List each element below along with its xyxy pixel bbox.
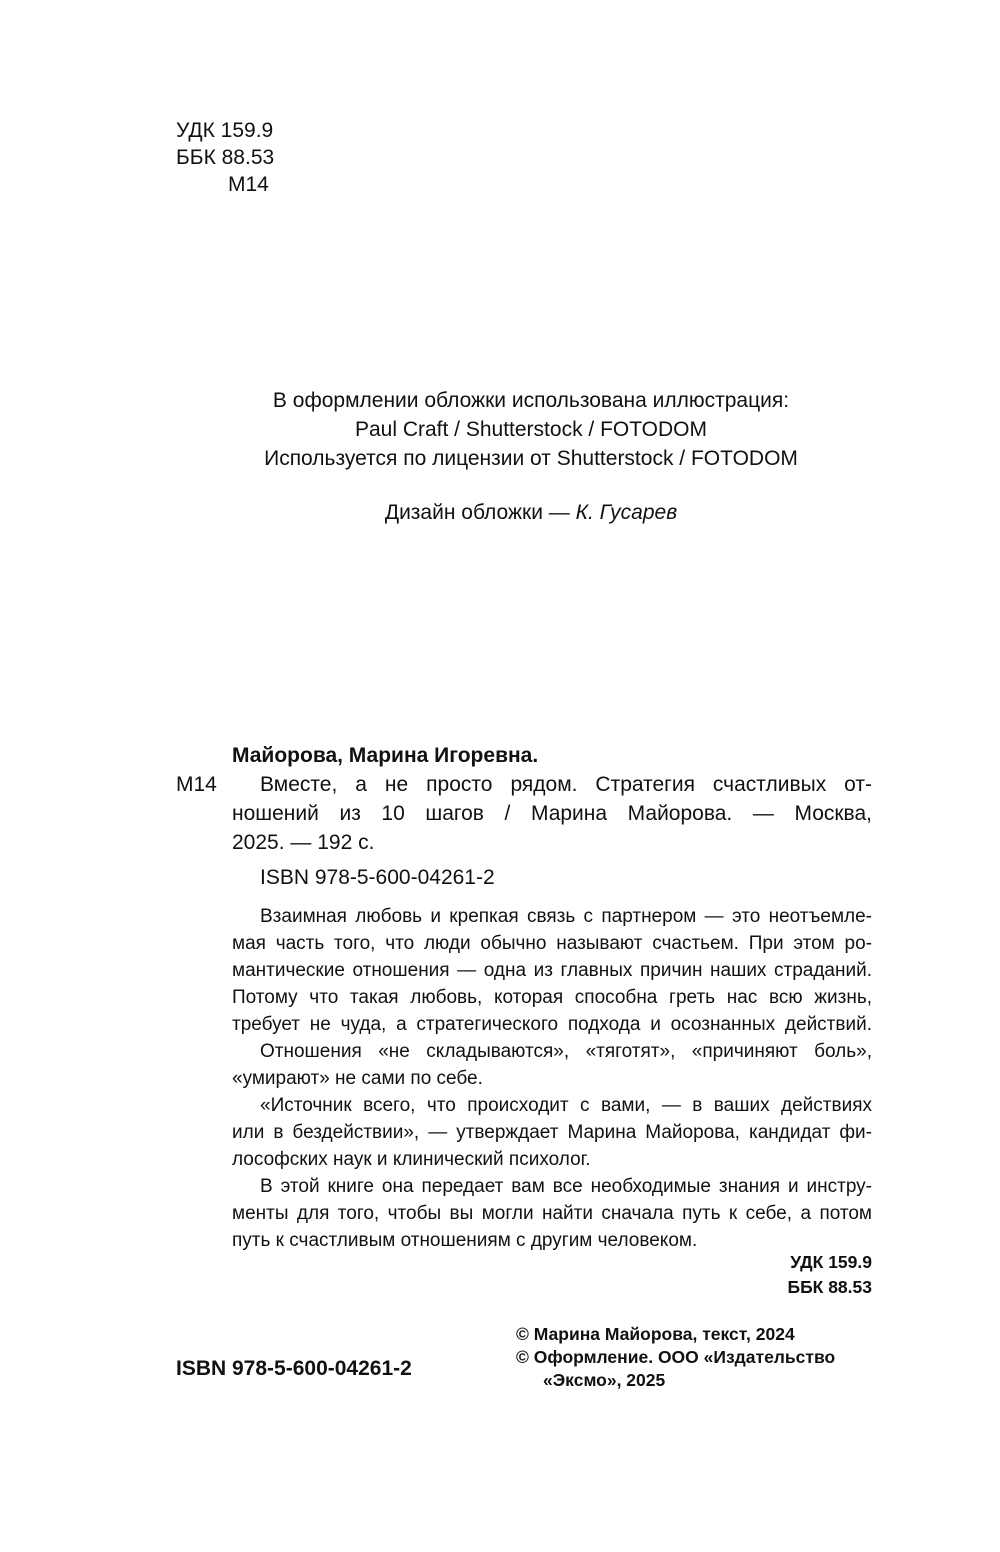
annotation-line: Отношения «не складываются», «тяготят», «причиняют боль», [260, 1041, 872, 1062]
udk-code-top: УДК 159.9 [176, 119, 274, 142]
cover-design-label: Дизайн обложки — [384, 501, 576, 524]
cover-credit-line-1: В оформлении обложки использована иллюстрация: [272, 389, 790, 412]
author-mark-top: М14 [228, 173, 269, 196]
biblio-title-line-1: Вместе, а не просто рядом. Стратегия счастливых от- [260, 773, 872, 796]
copyright-text: © Марина Майорова, текст, 2024 [516, 1324, 795, 1344]
annotation-line: путь к счастливым отношениям с другим человеком. [232, 1230, 698, 1251]
annotation-line: В этой книге она передает вам все необходимые знания и инстру- [260, 1176, 872, 1197]
biblio-author-mark: М14 [176, 773, 217, 796]
annotation-line: мантические отношения — одна из главных причин наших страданий. [232, 960, 872, 981]
cover-designer-name: К. Гусарев [575, 501, 678, 524]
annotation-line: мая часть того, что люди обычно называют счастьем. При этом ро- [232, 933, 872, 954]
bbk-code-top: ББК 88.53 [176, 146, 275, 169]
annotation-line: «Источник всего, что происходит с вами, — в ваших действиях [260, 1095, 872, 1116]
footer-isbn: ISBN 978-5-600-04261-2 [176, 1357, 412, 1380]
annotation-line: лософских наук и клинический психолог. [232, 1149, 591, 1170]
cover-credit-line-2: Paul Craft / Shutterstock / FOTODOM [354, 418, 708, 441]
udk-code-bottom: УДК 159.9 [790, 1252, 872, 1272]
annotation-line: Потому что такая любовь, которая способна греть нас всю жизнь, [232, 987, 872, 1008]
biblio-title-line-3: 2025. — 192 с. [232, 831, 375, 854]
biblio-author: Майорова, Марина Игоревна. [232, 744, 539, 767]
copyright-design-cont: «Эксмо», 2025 [543, 1370, 666, 1390]
copyright-design: © Оформление. ООО «Издательство [516, 1347, 836, 1367]
annotation-line: Взаимная любовь и крепкая связь с партнером — это неотъемле- [260, 906, 872, 927]
biblio-title-line-2: ношений из 10 шагов / Марина Майорова. — Москва, [232, 802, 872, 825]
annotation-line: или в бездействии», — утверждает Марина Майорова, кандидат фи- [232, 1122, 872, 1143]
bbk-code-bottom: ББК 88.53 [787, 1277, 872, 1297]
annotation-line: «умирают» не сами по себе. [232, 1068, 483, 1089]
annotation-line: менты для того, чтобы вы могли найти сначала путь к себе, а потом [232, 1203, 872, 1224]
cover-design-credit [176, 498, 886, 527]
annotation-line: требует не чуда, а стратегического подхода и осознанных действий. [232, 1014, 872, 1035]
biblio-isbn: ISBN 978-5-600-04261-2 [260, 866, 495, 889]
cover-credit-line-3: Используется по лицензии от Shutterstock / FOTODOM [264, 447, 798, 470]
